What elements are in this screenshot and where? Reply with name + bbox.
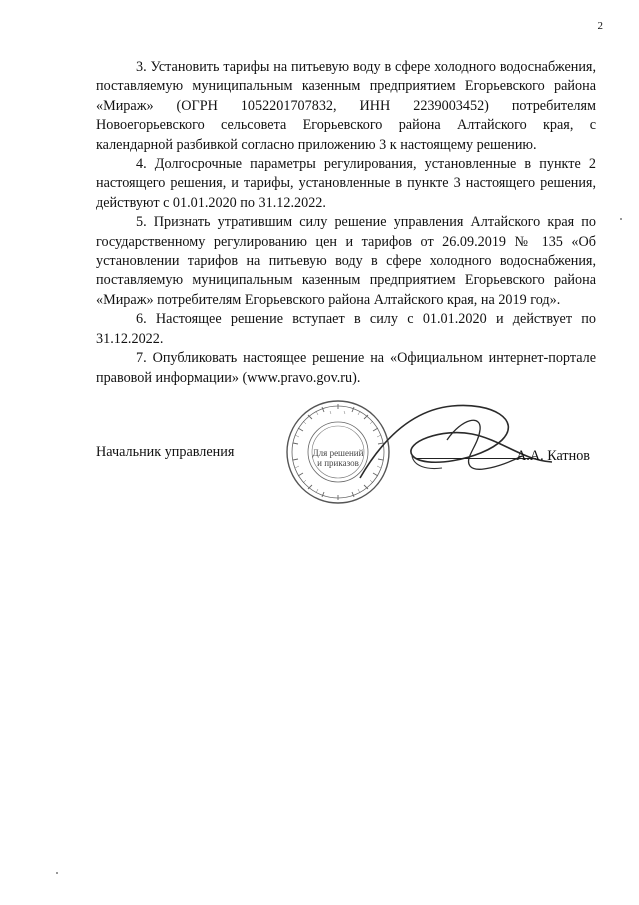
signature-block xyxy=(96,444,596,464)
signatory-position: Начальник управления xyxy=(96,444,235,460)
paragraph-item-4: 4. Долгосрочные параметры регулирования, установленные в пункте 2 настоящего решения, и тарифы, установленные в пункте 3 настоящего решения, действуют с 01.01.2020 по 31.12.2022. xyxy=(96,156,596,211)
seal-text-line: Для решений xyxy=(312,448,364,458)
page-number: 2 xyxy=(597,20,603,32)
paragraph-item-5: 5. Признать утратившим силу решение управления Алтайского края по государственному регулированию цен и тарифов от 26.09.2019 № 135 «Об установлении тарифов на питьевую воду в сфере холодного водоснабжения, поставляемую муниципальным казенным предприятием Егорьевского района «Мираж» потребителям Егорьевского района Алтайского края, на 2019 год». xyxy=(96,214,596,308)
scan-speck xyxy=(620,218,622,220)
seal-text-line: и приказов xyxy=(317,458,359,468)
decision-body xyxy=(96,58,596,388)
paragraph-item-6: 6. Настоящее решение вступает в силу с 01.01.2020 и действует по 31.12.2022. xyxy=(96,311,596,347)
paragraph-item-3: 3. Установить тарифы на питьевую воду в сфере холодного водоснабжения, поставляемую муниципальным казенным предприятием Егорьевского района «Мираж» (ОГРН 1052201707832, ИНН 2239003452) потребителям Новоегорьевского сельсовета Егорьевского района Алтайского края, с календарной разбивкой согласно приложению 3 к настоящему решению. xyxy=(96,59,596,153)
paragraph-item-7: 7. Опубликовать настоящее решение на «Официальном интернет-портале правовой информации» (www.pravo.gov.ru). xyxy=(96,350,596,386)
scan-speck xyxy=(56,872,58,874)
signatory-name: А.А. Катнов xyxy=(516,448,590,464)
